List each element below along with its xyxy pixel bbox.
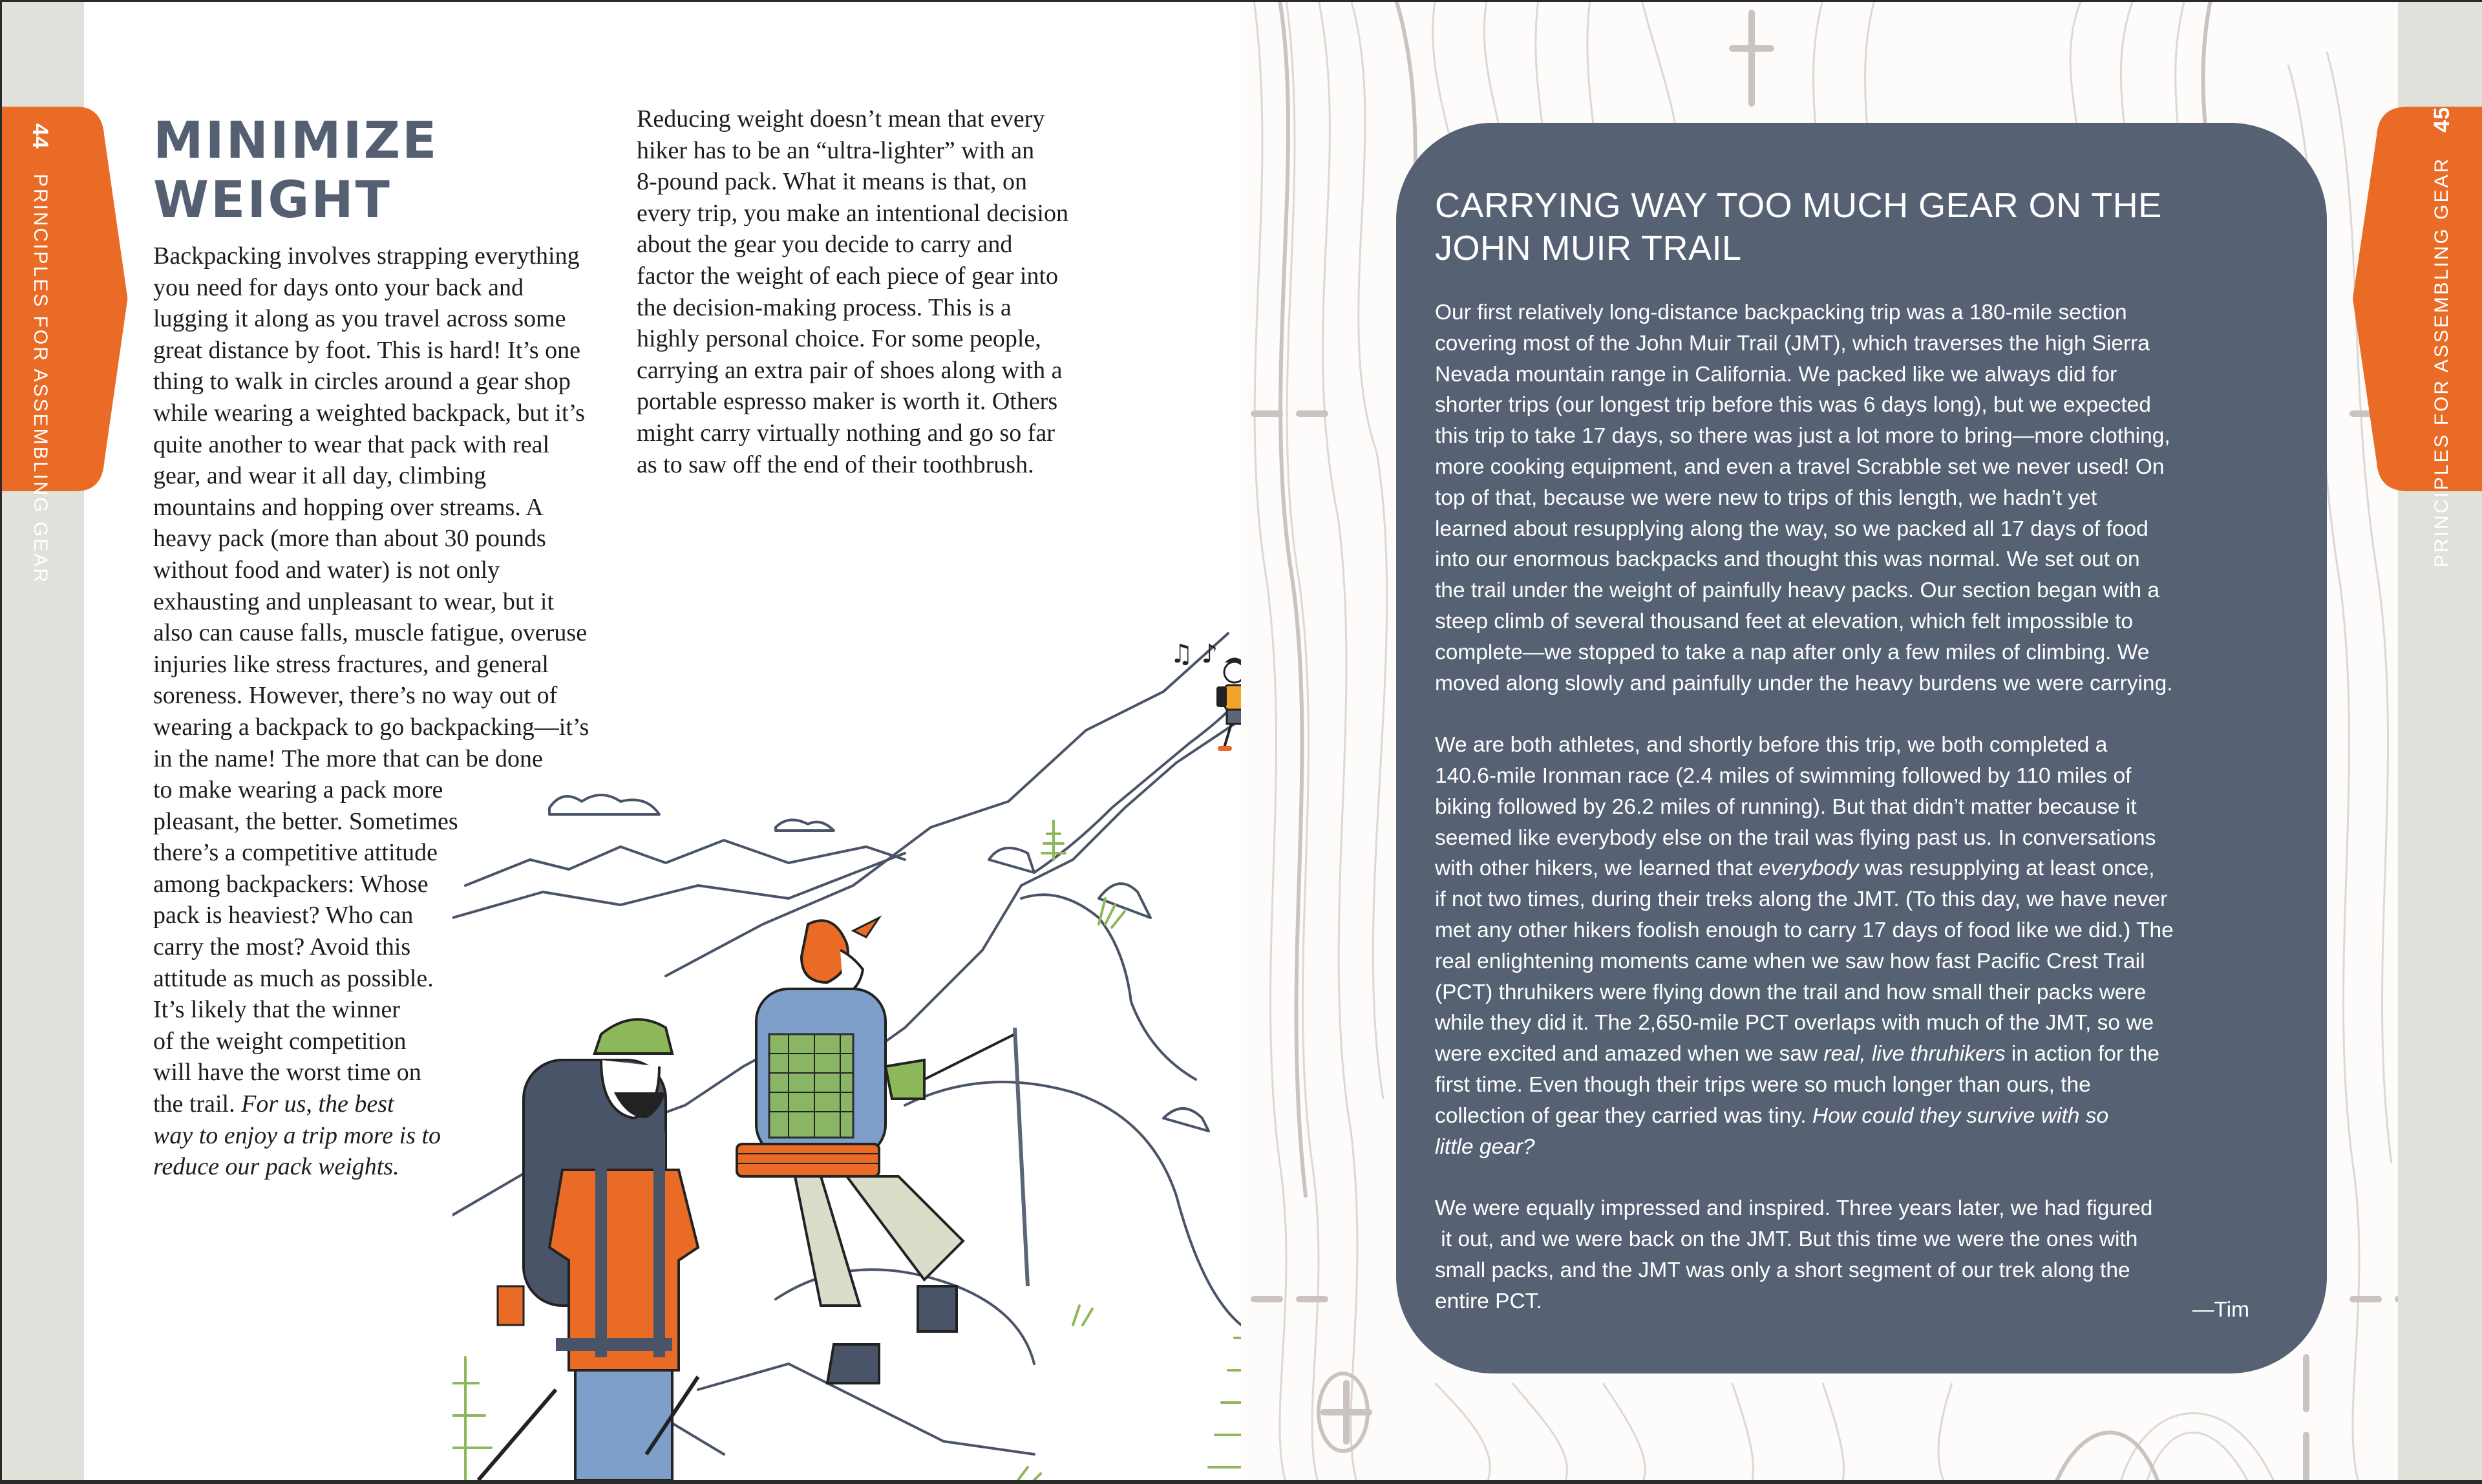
sidebar-title xyxy=(1435,184,2162,270)
text-line: factor the weight of each piece of gear into xyxy=(637,262,1059,290)
text-line: the trail under the weight of painfully heavy packs. Our section began with a xyxy=(1435,578,2160,603)
text-line: in the name! The more that can be done xyxy=(153,745,543,772)
sidebar-paragraph xyxy=(1435,1193,2301,1317)
text-line: wearing a backpack to go backpacking—it’s xyxy=(153,713,589,741)
author-signature: —Tim xyxy=(2192,1298,2249,1322)
text-line: of the weight competition xyxy=(153,1027,407,1055)
text-line: pack is heaviest? Who can xyxy=(153,902,414,929)
text-line: into our enormous backpacks and thought this was normal. We set out on xyxy=(1435,547,2140,572)
text-line: top of that, because we were new to trips of this length, we hadn’t yet xyxy=(1435,485,2097,510)
emphasis-text: way to enjoy a trip more is to xyxy=(153,1121,441,1149)
text-line: highly personal choice. For some people, xyxy=(637,325,1041,353)
text-line: 8-pound pack. What it means is that, on xyxy=(637,168,1028,196)
text-line: soreness. However, there’s no way out of xyxy=(153,682,558,710)
running-head-label: PRINCIPLES FOR ASSEMBLING GEAR xyxy=(30,173,51,584)
emphasis-text: For us, the best xyxy=(241,1090,394,1118)
text-line: carrying an extra pair of shoes along with a xyxy=(637,356,1063,384)
text-line: attitude as much as possible. xyxy=(153,964,434,992)
text-line: you need for days onto your back and xyxy=(153,273,524,301)
text-line: pleasant, the better. Sometimes xyxy=(153,807,458,835)
text-line: thing to walk in circles around a gear shop xyxy=(153,368,571,396)
headline-line: MINIMIZE xyxy=(153,112,439,170)
text-run: the trail. xyxy=(153,1090,242,1118)
text-line: portable espresso maker is worth it. Others xyxy=(637,388,1058,416)
text-line: real enlightening moments came when we saw how fast Pacific Crest Trail xyxy=(1435,949,2145,973)
text-line: Nevada mountain range in California. We packed like we always did for xyxy=(1435,362,2117,387)
cloud-icon xyxy=(549,795,659,814)
text-line: (PCT) thruhikers were flying down the trail and how small their packs were xyxy=(1435,980,2147,1004)
text-line: while they did it. The 2,650-mile PCT overlaps with much of the JMT, so we xyxy=(1435,1011,2154,1035)
text-line: if not two times, during their treks along the JMT. (To this day, we have never xyxy=(1435,887,2168,912)
text-line: among backpackers: Whose xyxy=(153,870,429,898)
chapter-tab-right xyxy=(2353,107,2482,567)
text-line: Our first relatively long-distance backpacking trip was a 180-mile section xyxy=(1435,301,2127,324)
text-run: were excited and amazed when we saw xyxy=(1435,1042,1824,1066)
title-line: CARRYING WAY TOO MUCH GEAR ON THE xyxy=(1435,186,2162,225)
text-line: exhausting and unpleasant to wear, but it xyxy=(153,588,555,615)
text-line: We are both athletes, and shortly before this trip, we both completed a xyxy=(1435,733,2108,758)
cloud-icon xyxy=(776,820,834,831)
text-run: with other hikers, we learned that xyxy=(1435,856,1759,881)
text-line xyxy=(1435,1132,2301,1163)
section-headline xyxy=(153,111,438,230)
text-line xyxy=(1435,1101,2301,1132)
body-column-middle xyxy=(637,103,1068,480)
text-line: covering most of the John Muir Trail (JMT), which traverses the high Sierra xyxy=(1435,331,2150,355)
text-line: biking followed by 26.2 miles of running). But that didn’t matter because it xyxy=(1435,794,2137,819)
text-line: will have the worst time on xyxy=(153,1059,421,1086)
text-run: collection of gear they carried was tiny. xyxy=(1435,1103,1813,1128)
text-line: to make wearing a pack more xyxy=(153,776,443,804)
title-line: JOHN MUIR TRAIL xyxy=(1435,229,1742,268)
text-line: Backpacking involves strapping everything xyxy=(153,242,580,270)
text-run: was resupplying at least once, xyxy=(1858,856,2155,881)
emphasis-text: reduce our pack weights. xyxy=(153,1153,399,1181)
headline-line: WEIGHT xyxy=(153,171,392,229)
text-line: complete—we stopped to take a nap after only a few miles of climbing. We xyxy=(1435,640,2150,664)
emphasis-text: everybody xyxy=(1758,856,1859,881)
music-notes-icon: ♫ ♪ xyxy=(1170,639,1218,669)
text-line: also can cause falls, muscle fatigue, overuse xyxy=(153,619,588,647)
text-line: as to saw off the end of their toothbrush. xyxy=(637,450,1034,478)
sidebar-paragraph xyxy=(1435,730,2301,1162)
text-line: carry the most? Avoid this xyxy=(153,933,411,961)
heavy-pack-hiker-figure xyxy=(478,1019,698,1480)
story-sidebar-panel xyxy=(1396,123,2327,1373)
text-line: might carry virtually nothing and go so far xyxy=(637,419,1055,447)
emphasis-text: real, live thruhikers xyxy=(1823,1042,2006,1066)
text-line: seemed like everybody else on the trail was flying past us. In conversations xyxy=(1435,825,2156,850)
page-number: 45 xyxy=(2429,107,2454,132)
text-line: mountains and hopping over streams. A xyxy=(153,493,544,521)
frame-border xyxy=(0,0,2482,2)
text-line: it out, and we were back on the JMT. But this time we were the ones with xyxy=(1435,1227,2138,1251)
emphasis-text: little gear? xyxy=(1435,1134,1535,1159)
text-line: shorter trips (our longest trip before this was 6 days long), but we expected xyxy=(1435,393,2151,418)
text-line: moved along slowly and painfully under the heavy burdens we were carrying. xyxy=(1435,671,2173,695)
running-head-left xyxy=(14,107,66,584)
blue-pack-hiker-figure xyxy=(737,918,1028,1383)
hikers-illustration xyxy=(452,614,1241,1480)
light-hiker-figure xyxy=(1170,639,1241,750)
frame-border xyxy=(0,1480,2482,1484)
text-line xyxy=(1435,1039,2301,1070)
text-line: without food and water) is not only xyxy=(153,556,500,584)
running-head-right xyxy=(2416,107,2468,567)
text-line: every trip, you make an intentional decision xyxy=(637,199,1068,227)
text-line: learned about resupplying along the way, so we packed all 17 days of food xyxy=(1435,516,2148,541)
text-line: the decision-making process. This is a xyxy=(637,293,1012,321)
text-line: there’s a competitive attitude xyxy=(153,839,438,867)
text-line: injuries like stress fractures, and general xyxy=(153,650,549,678)
emphasis-text: How could they survive with so xyxy=(1812,1103,2109,1128)
text-line: this trip to take 17 days, so there was just a lot more to bring—more clothing, xyxy=(1435,424,2170,449)
text-line: heavy pack (more than about 30 pounds xyxy=(153,525,546,553)
text-line: We were equally impressed and inspired. Three years later, we had figured xyxy=(1435,1196,2153,1221)
running-head-label: PRINCIPLES FOR ASSEMBLING GEAR xyxy=(2431,156,2452,567)
text-line: lugging it along as you travel across some xyxy=(153,305,566,333)
frame-border xyxy=(0,0,2,1484)
sidebar-paragraph xyxy=(1435,297,2301,699)
text-line xyxy=(1435,853,2301,884)
text-line: first time. Even though their trips were so much longer than ours, the xyxy=(1435,1072,2091,1097)
text-line: met any other hikers foolish enough to carry 17 days of food like we did.) The xyxy=(1435,918,2174,942)
text-line: quite another to wear that pack with real xyxy=(153,430,550,458)
text-line: 140.6-mile Ironman race (2.4 miles of swimming followed by 110 miles of xyxy=(1435,763,2132,788)
text-line: great distance by foot. This is hard! It’s one xyxy=(153,336,580,364)
text-line: small packs, and the JMT was only a short segment of our trek along the xyxy=(1435,1258,2130,1282)
text-line: about the gear you decide to carry and xyxy=(637,231,1013,259)
sidebar-body xyxy=(1435,297,2301,1348)
text-line: gear, and wear it all day, climbing xyxy=(153,462,487,490)
page-number: 44 xyxy=(28,123,53,149)
text-line: hiker has to be an “ultra-lighter” with an xyxy=(637,136,1035,164)
chapter-tab-left xyxy=(0,107,129,584)
text-line: steep climb of several thousand feet at elevation, which felt impossible to xyxy=(1435,609,2134,633)
text-line: It’s likely that the winner xyxy=(153,996,401,1024)
text-line: while wearing a weighted backpack, but it’s xyxy=(153,399,585,427)
text-line: more cooking equipment, and even a travel Scrabble set we never used! On xyxy=(1435,454,2165,479)
text-run: in action for the xyxy=(2005,1042,2159,1066)
text-line: entire PCT. xyxy=(1435,1289,1542,1313)
text-line: Reducing weight doesn’t mean that every xyxy=(637,105,1045,132)
